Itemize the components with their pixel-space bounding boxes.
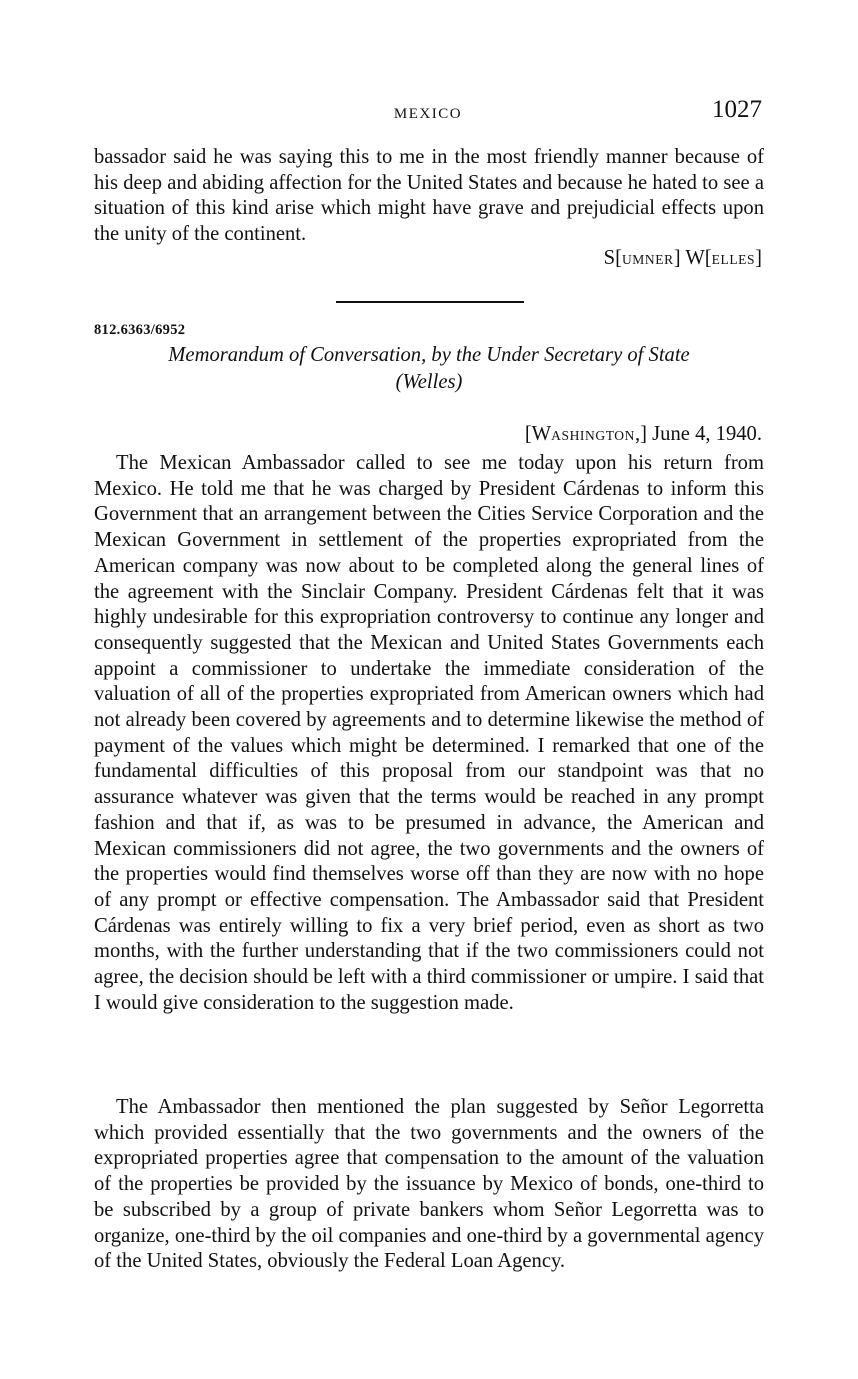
place-rest: ASHINGTON (551, 428, 636, 443)
running-title: MEXICO (393, 106, 463, 122)
place-initial: W (531, 423, 552, 445)
signature-rest-umner: UMNER (621, 252, 674, 267)
body-paragraph-1 (94, 451, 764, 1016)
page-number: 1027 (712, 96, 762, 123)
running-header (94, 96, 762, 130)
document-heading (94, 342, 764, 396)
paragraph-text: The Mexican Ambassador called to see me today upon his return from Mexico. He told me that he was charged by President Cárdenas to inform this Government that an arrangement between the Cities Service Corporation and the Mexican Government in settlement of the properties expropriated from the American company was now about to be completed along the general lines of the agreement with the Sinclair Company. President Cárdenas felt that it was highly undesirable for this expropriation controversy to continue any longer and consequently suggested that the Mexican and United States Governments each appoint a commissioner to undertake the immediate consideration of the valuation of all of the properties expropriated from American owners which had not already been covered by agreements and to determine likewise the method of payment of the values which might be determined. I remarked that one of the fundamental difficulties of this proposal from our standpoint was that no assurance whatever was given that the terms would be reached in any prompt fashion and that if, as was to be presumed in advance, the American and Mexican commissioners did not agree, the two governments and the owners of the properties would find themselves worse off than they are now with no hope of any prompt or effective compensation. The Ambassador said that President Cárdenas was entirely willing to fix a very brief period, even as short as two months, with the further understanding that if the two commissioners could not agree, the decision should be left with a third commissioner or umpire. I said that I would give consideration to the suggestion made. (94, 452, 764, 1014)
signature-initial-s: S (603, 247, 616, 269)
file-number: 812.6363/6952 (94, 322, 186, 338)
body-paragraph-2 (94, 1095, 764, 1275)
signature-initial-w: W (685, 247, 705, 269)
signature: S[UMNER] W[ELLES] (603, 247, 762, 269)
dateline: [WASHINGTON,] June 4, 1940. (524, 423, 762, 445)
continuation-text: bassador said he was saying this to me in the most friendly manner because of his deep and abiding affection for the United States and because he hated to see a situation of this kind arise which might have grave and prejudicial effects upon the unity of the continent. (94, 146, 764, 246)
paragraph-text: The Ambassador then mentioned the plan suggested by Señor Legorretta which provided essentially that the two governments and the owners of the expropriated properties agree that compensation to the amount of the valuation of the properties be provided by the issuance by Mexico of bonds, one-third to be subscribed by a group of private bankers whom Señor Legorretta was to organize, one-third by the oil companies and one-third by a governmental agency of the United States, obviously the Federal Loan Agency. (94, 1096, 764, 1273)
date: June 4, 1940. (652, 423, 762, 445)
signature-rest-elles: ELLES (711, 252, 756, 267)
section-divider (336, 301, 524, 303)
continuation-paragraph (94, 145, 764, 248)
heading-line-1: Memorandum of Conversation, by the Under Secretary of State (168, 344, 690, 366)
heading-line-2: (Welles) (395, 371, 463, 393)
